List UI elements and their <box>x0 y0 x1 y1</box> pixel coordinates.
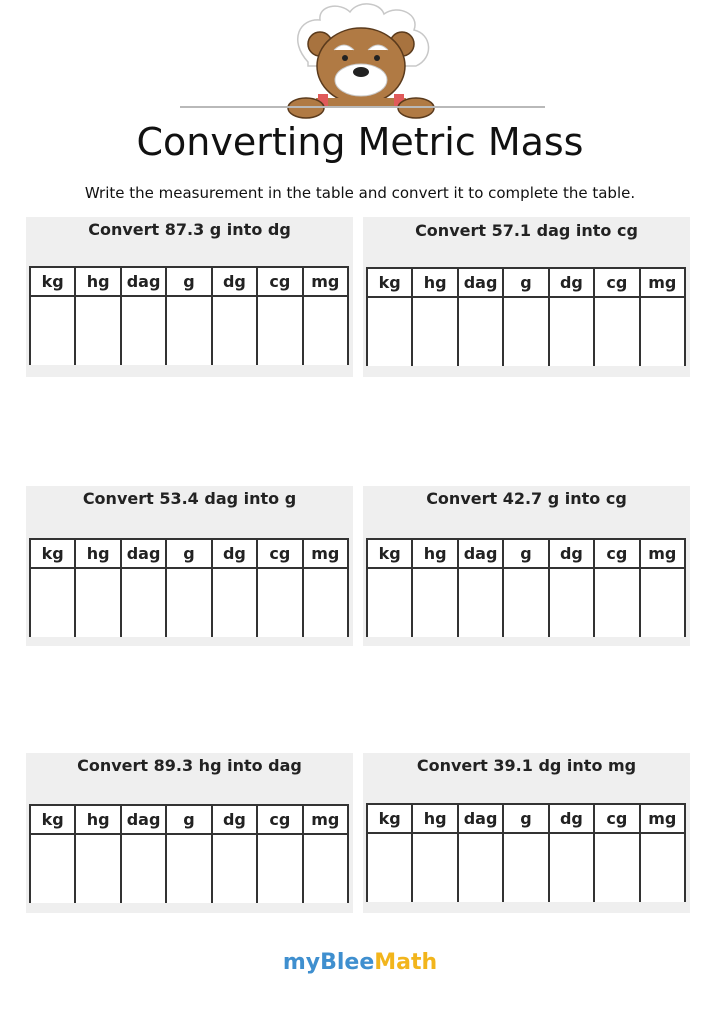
answer-row <box>367 833 685 902</box>
unit-header-kg: kg <box>367 804 412 833</box>
place-value-table <box>29 538 349 637</box>
answer-cell-kg[interactable] <box>30 568 75 637</box>
answer-cell-dag[interactable] <box>121 296 166 365</box>
unit-header-kg: kg <box>30 805 75 834</box>
answer-cell-kg[interactable] <box>30 834 75 903</box>
unit-header-mg: mg <box>640 539 685 568</box>
answer-cell-g[interactable] <box>166 834 211 903</box>
answer-cell-mg[interactable] <box>303 834 348 903</box>
brand-logo <box>0 950 720 975</box>
answer-row <box>30 568 348 637</box>
unit-header-g: g <box>503 804 548 833</box>
unit-header-kg: kg <box>30 539 75 568</box>
unit-header-row <box>367 268 685 297</box>
unit-header-dg: dg <box>549 268 594 297</box>
place-value-table <box>29 266 349 365</box>
conversion-prompt: Convert 39.1 dg into mg <box>416 756 637 775</box>
answer-row <box>367 297 685 366</box>
answer-row <box>30 296 348 365</box>
answer-row <box>367 568 685 637</box>
unit-header-row <box>30 267 348 296</box>
unit-header-dag: dag <box>121 539 166 568</box>
unit-header-cg: cg <box>594 804 639 833</box>
unit-header-kg: kg <box>367 539 412 568</box>
answer-cell-dg[interactable] <box>549 833 594 902</box>
answer-cell-cg[interactable] <box>594 297 639 366</box>
unit-header-kg: kg <box>30 267 75 296</box>
answer-cell-hg[interactable] <box>412 297 457 366</box>
mascot-bear-illustration <box>278 0 444 120</box>
answer-cell-cg[interactable] <box>257 568 302 637</box>
unit-header-g: g <box>503 268 548 297</box>
place-value-table <box>366 267 686 366</box>
conversion-prompt: Convert 89.3 hg into dag <box>77 756 302 775</box>
answer-cell-g[interactable] <box>503 297 548 366</box>
answer-cell-dag[interactable] <box>121 568 166 637</box>
unit-header-row <box>367 539 685 568</box>
unit-header-row <box>367 804 685 833</box>
answer-cell-kg[interactable] <box>367 833 412 902</box>
answer-cell-cg[interactable] <box>257 296 302 365</box>
page-title: Converting Metric Mass <box>136 120 584 164</box>
unit-header-dag: dag <box>458 804 503 833</box>
unit-header-dag: dag <box>121 267 166 296</box>
header-divider <box>180 106 545 108</box>
answer-cell-cg[interactable] <box>257 834 302 903</box>
answer-cell-mg[interactable] <box>640 568 685 637</box>
unit-header-kg: kg <box>367 268 412 297</box>
answer-cell-kg[interactable] <box>30 296 75 365</box>
answer-cell-kg[interactable] <box>367 568 412 637</box>
unit-header-cg: cg <box>594 539 639 568</box>
answer-cell-dag[interactable] <box>121 834 166 903</box>
answer-cell-cg[interactable] <box>594 568 639 637</box>
unit-header-hg: hg <box>412 539 457 568</box>
answer-cell-dag[interactable] <box>458 833 503 902</box>
unit-header-row <box>30 805 348 834</box>
answer-cell-g[interactable] <box>503 568 548 637</box>
logo-text-myblee: myBlee <box>282 950 375 975</box>
unit-header-cg: cg <box>257 539 302 568</box>
unit-header-g: g <box>503 539 548 568</box>
answer-cell-mg[interactable] <box>303 296 348 365</box>
answer-cell-dg[interactable] <box>212 834 257 903</box>
unit-header-cg: cg <box>257 805 302 834</box>
answer-cell-mg[interactable] <box>303 568 348 637</box>
unit-header-mg: mg <box>303 267 348 296</box>
unit-header-g: g <box>166 267 211 296</box>
unit-header-dg: dg <box>212 539 257 568</box>
instructions: Write the measurement in the table and convert it to complete the table. <box>84 184 636 202</box>
unit-header-dg: dg <box>212 267 257 296</box>
unit-header-cg: cg <box>257 267 302 296</box>
unit-header-hg: hg <box>412 804 457 833</box>
unit-header-g: g <box>166 805 211 834</box>
conversion-prompt: Convert 42.7 g into cg <box>426 489 627 508</box>
answer-cell-hg[interactable] <box>412 833 457 902</box>
unit-header-mg: mg <box>303 805 348 834</box>
answer-cell-g[interactable] <box>166 296 211 365</box>
conversion-card <box>26 753 353 913</box>
answer-cell-dag[interactable] <box>458 568 503 637</box>
answer-cell-dg[interactable] <box>549 297 594 366</box>
unit-header-hg: hg <box>75 805 120 834</box>
unit-header-hg: hg <box>75 539 120 568</box>
unit-header-hg: hg <box>75 267 120 296</box>
conversion-card <box>26 486 353 646</box>
answer-cell-g[interactable] <box>503 833 548 902</box>
answer-cell-mg[interactable] <box>640 833 685 902</box>
answer-cell-dg[interactable] <box>549 568 594 637</box>
answer-cell-dg[interactable] <box>212 296 257 365</box>
answer-row <box>30 834 348 903</box>
unit-header-dg: dg <box>549 804 594 833</box>
answer-cell-hg[interactable] <box>75 296 120 365</box>
conversion-prompt: Convert 53.4 dag into g <box>82 489 297 508</box>
answer-cell-cg[interactable] <box>594 833 639 902</box>
logo-text-math: Math <box>374 950 438 975</box>
conversion-card <box>26 217 353 377</box>
unit-header-row <box>30 539 348 568</box>
conversion-card <box>363 217 690 377</box>
conversion-prompt: Convert 57.1 dag into cg <box>415 221 638 240</box>
unit-header-dag: dag <box>458 539 503 568</box>
place-value-table <box>366 538 686 637</box>
unit-header-g: g <box>166 539 211 568</box>
unit-header-dg: dg <box>212 805 257 834</box>
place-value-table <box>366 803 686 902</box>
unit-header-mg: mg <box>640 268 685 297</box>
unit-header-mg: mg <box>303 539 348 568</box>
answer-cell-hg[interactable] <box>412 568 457 637</box>
conversion-prompt: Convert 87.3 g into dg <box>88 220 291 239</box>
unit-header-hg: hg <box>412 268 457 297</box>
answer-cell-kg[interactable] <box>367 297 412 366</box>
answer-cell-hg[interactable] <box>75 834 120 903</box>
answer-cell-dg[interactable] <box>212 568 257 637</box>
unit-header-dag: dag <box>458 268 503 297</box>
answer-cell-hg[interactable] <box>75 568 120 637</box>
unit-header-dg: dg <box>549 539 594 568</box>
unit-header-dag: dag <box>121 805 166 834</box>
unit-header-mg: mg <box>640 804 685 833</box>
place-value-table <box>29 804 349 903</box>
conversion-card <box>363 486 690 646</box>
answer-cell-dag[interactable] <box>458 297 503 366</box>
conversion-card <box>363 753 690 913</box>
unit-header-cg: cg <box>594 268 639 297</box>
answer-cell-mg[interactable] <box>640 297 685 366</box>
answer-cell-g[interactable] <box>166 568 211 637</box>
